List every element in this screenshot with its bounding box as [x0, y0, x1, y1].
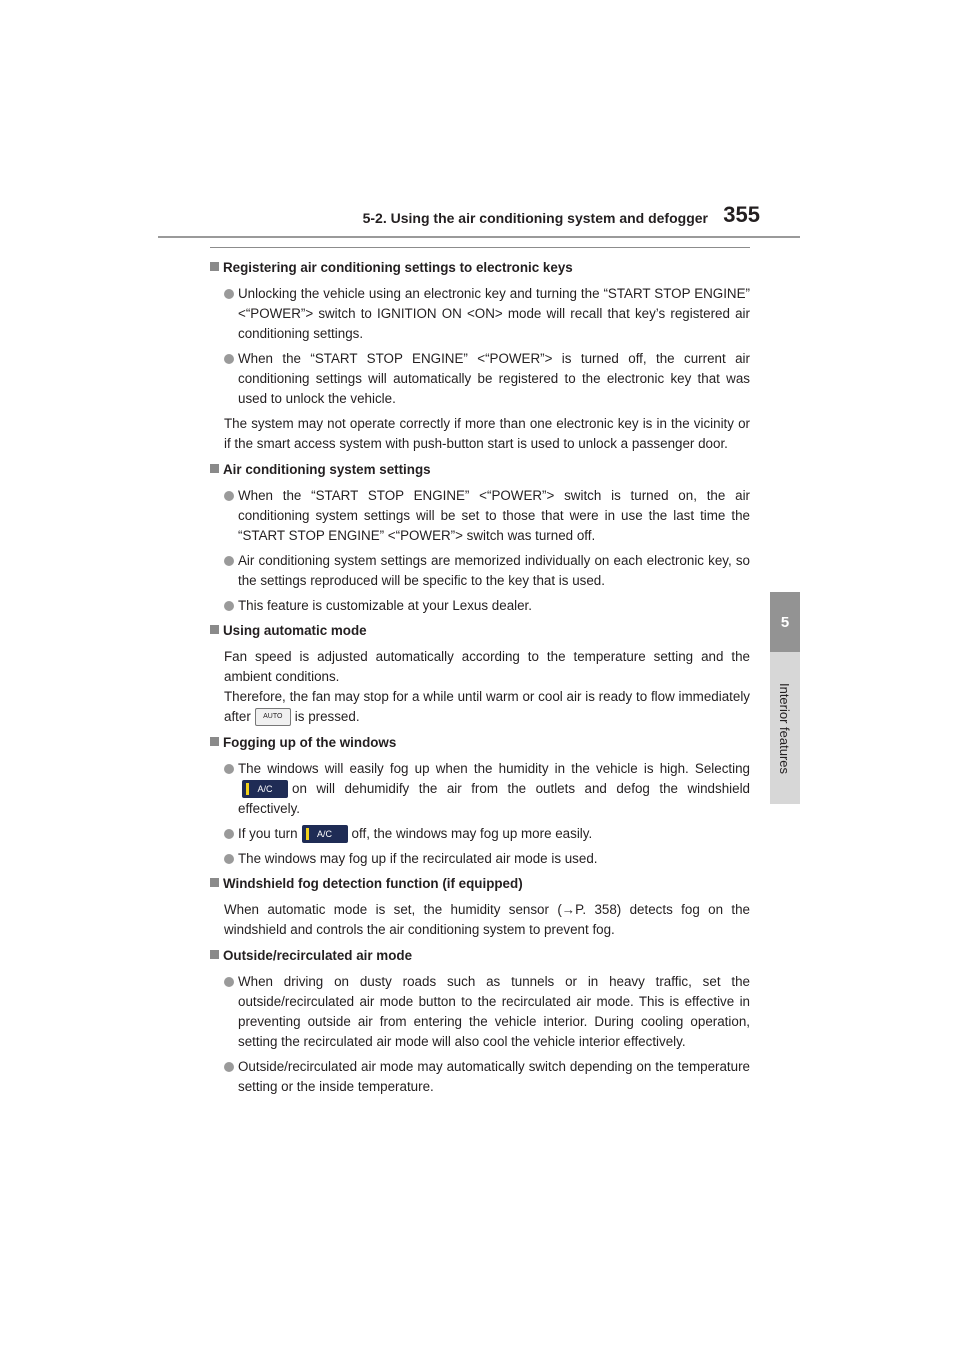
- bullet-item: This feature is customizable at your Lexus dealer.: [210, 596, 750, 616]
- square-bullet-icon: [210, 262, 219, 271]
- circle-bullet-icon: [224, 1062, 234, 1072]
- bullet-item: When driving on dusty roads such as tunnels or in heavy traffic, set the outside/recirculated air mode button to the recirculated air mode. This is effective in preventing outside air from entering the vehicle interior. During cooling operation, setting the recirculated air mode will also cool the vehicle interior effectively.: [210, 972, 750, 1052]
- section-heading: Fogging up of the windows: [210, 733, 750, 753]
- page-number: 355: [723, 202, 760, 227]
- content-divider: [210, 247, 750, 248]
- circle-bullet-icon: [224, 354, 234, 364]
- ac-button-icon: A/C: [242, 780, 288, 798]
- circle-bullet-icon: [224, 289, 234, 299]
- bullet-item: When the “START STOP ENGINE” <“POWER”> is turned off, the current air conditioning settings will automatically be registered to the electronic key that was used to unlock the vehicle.: [210, 349, 750, 409]
- auto-button-icon: AUTO: [255, 708, 291, 726]
- circle-bullet-icon: [224, 764, 234, 774]
- section-heading: Outside/recirculated air mode: [210, 946, 750, 966]
- paragraph: When automatic mode is set, the humidity sensor (→P. 358) detects fog on the windshield and controls the air conditioning system to prevent fog.: [224, 902, 750, 937]
- bullet-item: If you turn A/C off, the windows may fog up more easily.: [210, 824, 750, 844]
- bullet-item: The windows may fog up if the recirculated air mode is used.: [210, 849, 750, 869]
- chapter-title-label: [770, 652, 800, 804]
- section-title: 5-2. Using the air conditioning system and defogger: [362, 210, 708, 226]
- square-bullet-icon: [210, 625, 219, 634]
- circle-bullet-icon: [224, 854, 234, 864]
- square-bullet-icon: [210, 950, 219, 959]
- circle-bullet-icon: [224, 601, 234, 611]
- section-heading: Air conditioning system settings: [210, 460, 750, 480]
- paragraph: Fan speed is adjusted automatically according to the temperature setting and the ambient conditions. Therefore, the fan may stop for a while until warm or cool air is ready to flow immediately after AUTO is pressed.: [210, 647, 750, 727]
- square-bullet-icon: [210, 878, 219, 887]
- chapter-title: Interior features: [777, 682, 793, 774]
- bullet-item: When the “START STOP ENGINE” <“POWER”> switch is turned on, the air conditioning system settings will be set to those that were in use the last time the “START STOP ENGINE” <“POWER”> switch was turned off.: [210, 486, 750, 546]
- page-header: [158, 200, 800, 238]
- circle-bullet-icon: [224, 977, 234, 987]
- square-bullet-icon: [210, 464, 219, 473]
- bullet-item: The windows will easily fog up when the humidity in the vehicle is high. Selecting A/C on will dehumidify the air from the outlets and defog the windshield effectively.: [210, 759, 750, 819]
- square-bullet-icon: [210, 737, 219, 746]
- bullet-item: Unlocking the vehicle using an electronic key and turning the “START STOP ENGINE” <“POWER”> switch to IGNITION ON <ON> mode will recall that key’s registered air conditioning settings.: [210, 284, 750, 344]
- ac-button-icon: A/C: [302, 825, 348, 843]
- chapter-number-tab: 5: [770, 592, 800, 652]
- section-heading: Using automatic mode: [210, 621, 750, 641]
- bullet-item: Outside/recirculated air mode may automatically switch depending on the temperature setting or the inside temperature.: [210, 1057, 750, 1097]
- paragraph: The system may not operate correctly if more than one electronic key is in the vicinity or if the smart access system with push-button start is used to unlock a passenger door.: [224, 416, 750, 451]
- section-heading: Windshield fog detection function (if equipped): [210, 874, 750, 894]
- page-content: [210, 258, 750, 1102]
- circle-bullet-icon: [224, 491, 234, 501]
- bullet-item: Air conditioning system settings are memorized individually on each electronic key, so the settings reproduced will be specific to the key that is used.: [210, 551, 750, 591]
- section-heading: Registering air conditioning settings to electronic keys: [210, 258, 750, 278]
- circle-bullet-icon: [224, 829, 234, 839]
- circle-bullet-icon: [224, 556, 234, 566]
